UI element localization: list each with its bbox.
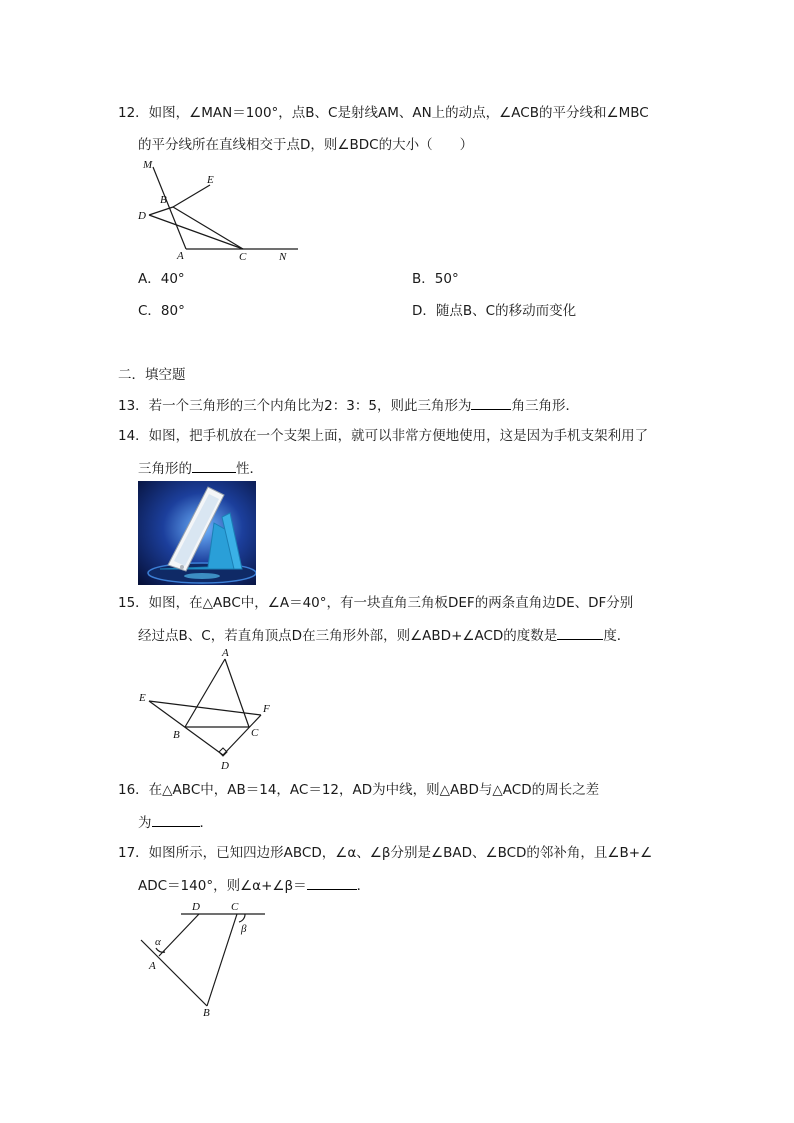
q13-before: 13．若一个三角形的三个内角比为2：3：5，则此三角形为 — [118, 398, 472, 414]
q17-line2 — [138, 876, 370, 895]
q17-label-beta: β — [241, 923, 247, 935]
q15-label-a: A — [222, 647, 229, 659]
q14-line1: 14．如图，把手机放在一个支架上面，就可以非常方便地使用，这是因为手机支架利用了 — [118, 428, 649, 444]
q12-option-d: D．随点B、C的移动而变化 — [412, 303, 577, 319]
q15-label-e: E — [139, 692, 146, 704]
q17-label-c: C — [231, 901, 239, 913]
q12-label-m: M — [143, 159, 153, 171]
phone-stand-photo — [138, 481, 256, 585]
q14-line2 — [138, 459, 263, 478]
q17-blank[interactable] — [307, 876, 357, 890]
q16-after: ． — [199, 815, 213, 831]
q12-label-n: N — [279, 251, 287, 263]
q15-figure — [135, 645, 285, 775]
q16-line1: 16．在△ABC中，AB＝14，AC＝12，AD为中线，则△ABD与△ACD的周长之差 — [118, 782, 600, 798]
q12-figure — [135, 155, 310, 265]
q16-blank[interactable] — [152, 813, 200, 827]
q12-label-b: B — [160, 194, 167, 206]
q17-figure — [135, 898, 275, 1020]
q15-before: 经过点B、C，若直角顶点D在三角形外部，则∠ABD+∠ACD的度数是 — [138, 628, 558, 644]
q13-blank[interactable] — [471, 396, 511, 410]
q17-before: ADC＝140°，则∠α+∠β＝ — [138, 878, 307, 894]
q12-label-c: C — [239, 251, 247, 263]
q15-label-f: F — [263, 703, 270, 715]
q12-line2: 的平分线所在直线相交于点D，则∠BDC的大小（ ） — [138, 137, 474, 153]
q13-after: 角三角形． — [511, 398, 579, 414]
q15-line2 — [138, 626, 630, 645]
q17-label-b: B — [203, 1007, 210, 1019]
q15-label-c: C — [251, 727, 259, 739]
q15-after: 度． — [603, 628, 631, 644]
q17-label-alpha: α — [155, 936, 161, 948]
q16-line2 — [138, 813, 213, 832]
q12-label-d: D — [138, 210, 146, 222]
q15-label-b: B — [173, 729, 180, 741]
q14-after: 性． — [236, 461, 263, 477]
q14-blank[interactable] — [192, 459, 236, 473]
q15-blank[interactable] — [557, 626, 603, 640]
q17-after: ． — [356, 878, 371, 894]
q13 — [118, 396, 579, 415]
q15-line1: 15．如图，在△ABC中，∠A＝40°，有一块直角三角板DEF的两条直角边DE、DF分别 — [118, 595, 634, 611]
section-title: 二．填空题 — [118, 367, 186, 383]
q12-label-a: A — [177, 250, 184, 262]
q15-label-d: D — [221, 760, 229, 772]
q12-label-e: E — [207, 174, 214, 186]
q12-option-b: B．50° — [412, 271, 459, 287]
q12-line1: 12．如图，∠MAN＝100°，点B、C是射线AM、AN上的动点，∠ACB的平分线和∠MBC — [118, 105, 649, 121]
q17-line1: 17．如图所示，已知四边形ABCD，∠α、∠β分别是∠BAD、∠BCD的邻补角，且∠B+∠ — [118, 845, 653, 861]
q12-option-a: A．40° — [138, 271, 185, 287]
q12-option-c: C．80° — [138, 303, 185, 319]
q17-label-a: A — [149, 960, 156, 972]
q14-before: 三角形的 — [138, 461, 192, 477]
q17-label-d: D — [192, 901, 200, 913]
q16-before: 为 — [138, 815, 152, 831]
